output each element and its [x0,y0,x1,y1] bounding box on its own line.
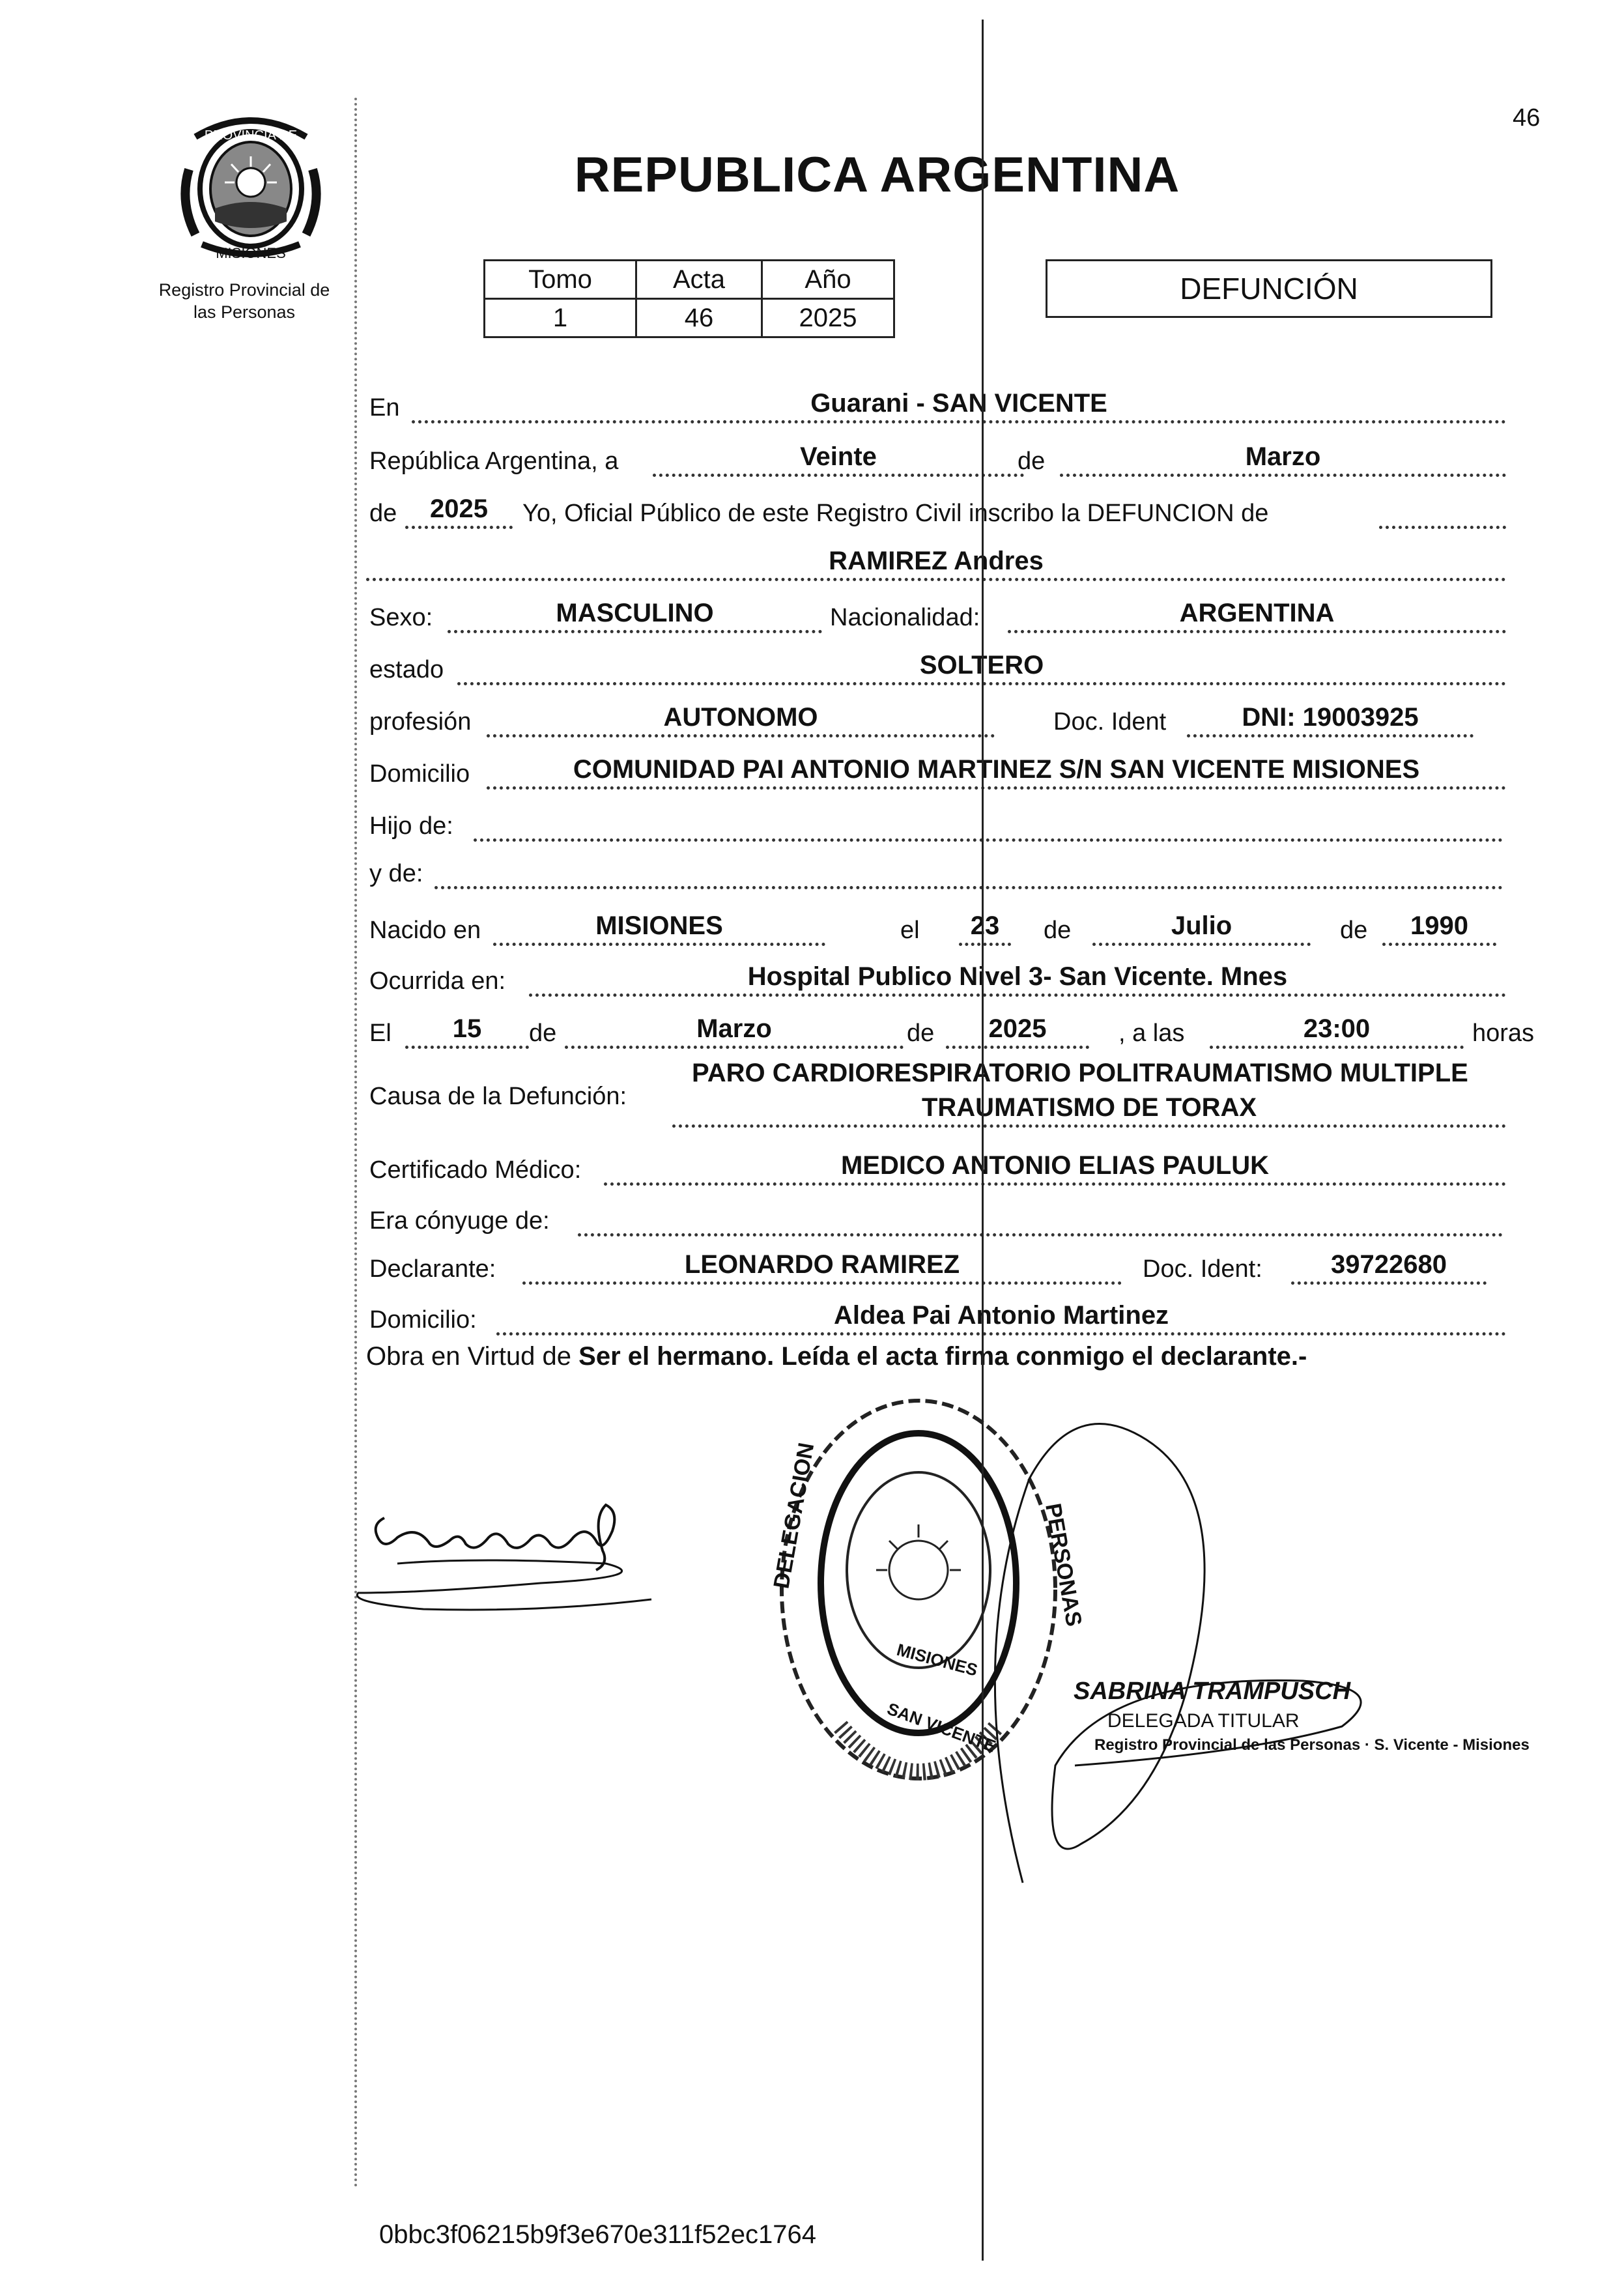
page-title [0,147,1624,203]
label-a-las: , a las [1118,1020,1185,1047]
label-el-cap: El [369,1020,392,1047]
field-sex: MASCULINO [448,597,822,633]
field-child-of-1 [474,806,1503,842]
label-estado: estado [369,656,444,683]
record-type-box: DEFUNCIÓN [1046,259,1492,318]
label-yo: Yo, Oficial Público de este Registro Civil inscribo la DEFUNCION de [522,500,1269,527]
label-y-de: y de: [369,860,423,887]
label-certificado: Certificado Médico: [369,1156,582,1184]
field-basis: Ser el hermano. Leída el acta firma conmigo el declarante.- [578,1342,1307,1371]
field-death-day: 15 [405,1013,529,1049]
label-horas: horas [1472,1020,1535,1047]
country-title: REPUBLICA ARGENTINA [574,147,1180,203]
field-death-month: Marzo [565,1013,904,1049]
field-address: COMUNIDAD PAI ANTONIO MARTINEZ S/N SAN VICENTE MISIONES [487,754,1506,790]
row-death-place [366,958,1506,999]
row-address [366,751,1506,792]
field-birth-month: Julio [1092,910,1311,946]
label-de-death-year: de [907,1020,935,1047]
field-year-trailing [1379,493,1506,529]
label-ocurrida-en: Ocurrida en: [369,967,506,995]
label-doc-ident-2: Doc. Ident: [1143,1255,1262,1283]
row-date [366,438,1506,479]
field-place: Guarani - SAN VICENTE [412,388,1506,423]
header-ano: Año [762,261,894,299]
label-hijo-de: Hijo de: [369,812,453,840]
row-birth [366,907,1506,949]
row-place [366,384,1506,426]
registry-name-line2: las Personas [193,302,296,322]
field-death-time: 23:00 [1210,1013,1464,1049]
declarant-signature [345,1479,671,1642]
document-hash: 0bbc3f06215b9f3e670e311f52ec1764 [379,2220,817,2249]
row-spouse [366,1197,1506,1239]
field-birth-day: 23 [959,910,1011,946]
row-deceased-name [366,542,1506,584]
field-child-of-2 [434,853,1503,889]
field-deceased-name: RAMIREZ Andres [366,545,1506,581]
row-death-date [366,1010,1535,1051]
field-civil-status: SOLTERO [457,650,1506,685]
label-conyuge: Era cónyuge de: [369,1207,550,1235]
official-name: SABRINA TRAMPUSCH [1074,1678,1351,1705]
svg-text:DELEGACION: DELEGACION [769,1440,819,1591]
label-republica: República Argentina, a [369,448,619,475]
label-de-death-month: de [529,1020,557,1047]
label-de-month: de [1044,917,1072,944]
field-birth-year: 1990 [1382,910,1496,946]
row-profession [366,698,1506,740]
field-year: 2025 [405,493,513,529]
field-spouse [578,1201,1503,1237]
row-certificate [366,1147,1506,1188]
row-sex-nationality [366,594,1506,636]
field-document: DNI: 19003925 [1187,702,1474,737]
page-number: 46 [1513,104,1541,132]
crest-text-top: PROVINCIA DE [204,128,298,143]
value-tomo: 1 [485,299,636,337]
crest-text-bottom: MISIONES [216,245,286,261]
official-title: DELEGADA TITULAR [1107,1710,1300,1732]
field-birth-place: MISIONES [493,910,825,946]
field-death-year: 2025 [946,1013,1089,1049]
registry-name [140,279,349,323]
label-nacionalidad: Nacionalidad: [830,604,980,631]
row-civil-status [366,646,1506,688]
value-ano: 2025 [762,299,894,337]
label-de-year: de [369,500,397,527]
label-doc-ident: Doc. Ident [1053,708,1167,736]
field-cause-line2: TRAUMATISMO DE TORAX [672,1092,1506,1128]
field-medical-certificate: MEDICO ANTONIO ELIAS PAULUK [604,1150,1506,1186]
row-child-of-2 [366,850,1506,892]
reference-table [483,259,895,338]
row-declarant [366,1246,1506,1287]
field-nationality: ARGENTINA [1008,597,1506,633]
field-profession: AUTONOMO [487,702,995,737]
official-office: Registro Provincial de las Personas · S. Vicente - Misiones [1094,1736,1530,1754]
field-death-place: Hospital Publico Nivel 3- San Vicente. Mnes [529,961,1506,997]
left-margin-border [354,98,357,2189]
field-declarant: LEONARDO RAMIREZ [522,1249,1122,1285]
label-sexo: Sexo: [369,604,433,631]
header-tomo: Tomo [485,261,636,299]
label-domicilio-2: Domicilio: [369,1306,477,1334]
row-year [366,490,1506,532]
label-el: el [900,917,920,944]
registry-name-line1: Registro Provincial de [158,280,330,300]
reference-header-row [485,261,894,299]
label-en: En [369,394,400,422]
svg-text:SAN VICENTE: SAN VICENTE [884,1698,999,1756]
label-domicilio: Domicilio [369,760,470,788]
label-causa: Causa de la Defunción: [369,1083,627,1110]
svg-text:PERSONAS: PERSONAS [1040,1501,1087,1629]
field-declarant-address: Aldea Pai Antonio Martinez [496,1300,1506,1336]
field-month: Marzo [1060,441,1506,477]
label-de-birth-year: de [1340,917,1368,944]
label-declarante: Declarante: [369,1255,496,1283]
field-day-words: Veinte [653,441,1024,477]
official-signature [977,1401,1433,1909]
row-cause [366,1059,1506,1130]
label-nacido-en: Nacido en [369,917,481,944]
reference-value-row [485,299,894,337]
label-de: de [1018,448,1046,475]
label-profesion: profesión [369,708,472,736]
svg-text:MISIONES: MISIONES [894,1639,980,1680]
value-acta: 46 [636,299,762,337]
label-obra: Obra en Virtud de [366,1342,572,1371]
row-child-of-1 [366,803,1506,844]
row-basis [366,1342,1307,1371]
field-declarant-document: 39722680 [1291,1249,1487,1285]
scan-fold-line [982,20,984,2261]
row-declarant-address [366,1296,1506,1338]
field-cause-line1: PARO CARDIORESPIRATORIO POLITRAUMATISMO MULTIPLE [692,1059,1468,1087]
header-acta: Acta [636,261,762,299]
